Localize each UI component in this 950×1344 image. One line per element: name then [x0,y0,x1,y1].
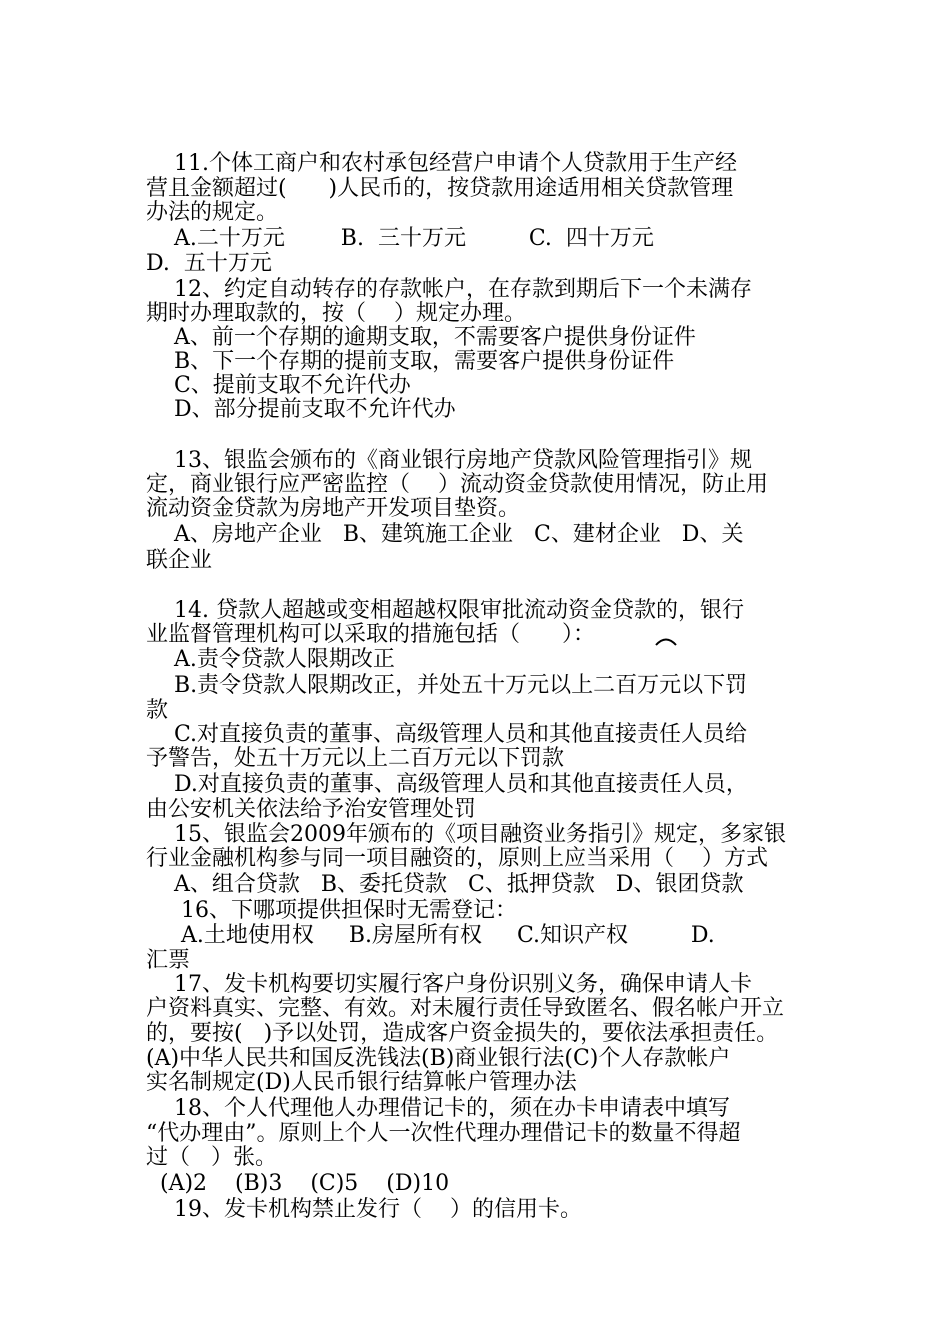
text-line: C.对直接负责的董事、高级管理人员和其他直接责任人员给 [146,722,748,747]
text-line: A.责令贷款人限期改正 [146,647,395,672]
text-line: 18、个人代理他人办理借记卡的，须在办卡申请表中填写 [146,1096,730,1121]
text-line: 业监督管理机构可以采取的措施包括（ ）： [146,622,595,647]
text-line: 实名制规定(D)人民币银行结算帐户管理办法 [146,1070,577,1095]
text-line: 由公安机关依法给予治安管理处罚 [146,797,477,822]
text-line: A.二十万元 B. 三十万元 C. 四十万元 [146,226,654,251]
text-line: 予警告，处五十万元以上二百万元以下罚款 [146,746,565,771]
text-line: 行业金融机构参与同一项目融资的，原则上应当采用（ ）方式 [146,846,768,871]
text-line: 11.个体工商户和农村承包经营户申请个人贷款用于生产经 [146,151,737,176]
text-line: 12、约定自动转存的存款帐户，在存款到期后下一个未满存 [146,277,752,302]
text-line: 办法的规定。 [146,200,279,225]
text-line: A、组合贷款 B、委托贷款 C、抵押贷款 D、银团贷款 [146,872,744,897]
text-line: 期时办理取款的，按（ ）规定办理。 [146,301,526,326]
text-line: (A)2 (B)3 (C)5 (D)10 [146,1171,450,1196]
text-line: A、房地产企业 B、建筑施工企业 C、建材企业 D、关 [146,522,744,547]
text-line: 联企业 [146,548,213,573]
text-line: A、前一个存期的逾期支取，不需要客户提供身份证件 [146,325,696,350]
text-line: D. 五十万元 [146,251,272,276]
text-line: A.土地使用权 B.房屋所有权 C.知识产权 D. [146,923,715,948]
text-line: D、部分提前支取不允许代办 [146,397,456,422]
text-line: “代办理由”。原则上个人一次性代理办理借记卡的数量不得超 [146,1121,741,1146]
text-line: 户资料真实、完整、有效。对未履行责任导致匿名、假名帐户开立 [146,996,785,1021]
text-line: 汇票 [146,948,191,973]
text-line: 13、银监会颁布的《商业银行房地产贷款风险管理指引》规 [146,448,752,473]
text-line: B.责令贷款人限期改正，并处五十万元以上二百万元以下罚 [146,673,748,698]
text-line: 流动资金贷款为房地产开发项目垫资。 [146,496,521,521]
text-line: 15、银监会2009年颁布的《项目融资业务指引》规定，多家银 [146,822,786,847]
text-line: D.对直接负责的董事、高级管理人员和其他直接责任人员， [146,772,748,797]
text-line: 营且金额超过( )人民币的，按贷款用途适用相关贷款管理 [146,176,734,201]
text-line: 16、下哪项提供担保时无需登记： [146,898,517,923]
stray-mark-icon [655,634,677,646]
text-line: 过（ ）张。 [146,1145,277,1170]
text-line: 19、发卡机构禁止发行（ ）的信用卡。 [146,1197,582,1222]
text-line: 14. 贷款人超越或变相超越权限审批流动资金贷款的，银行 [146,598,744,623]
text-line: B、下一个存期的提前支取，需要客户提供身份证件 [146,349,675,374]
text-line: C、提前支取不允许代办 [146,373,411,398]
text-line: 款 [146,698,169,723]
text-line: 的，要按( )予以处罚，造成客户资金损失的，要依法承担责任。 [146,1021,779,1046]
text-line: (A)中华人民共和国反洗钱法(B)商业银行法(C)个人存款帐户 [146,1046,731,1071]
text-line: 17、发卡机构要切实履行客户身份识别义务，确保申请人卡 [146,972,752,997]
text-line: 定，商业银行应严密监控（ ）流动资金贷款使用情况，防止用 [146,472,768,497]
